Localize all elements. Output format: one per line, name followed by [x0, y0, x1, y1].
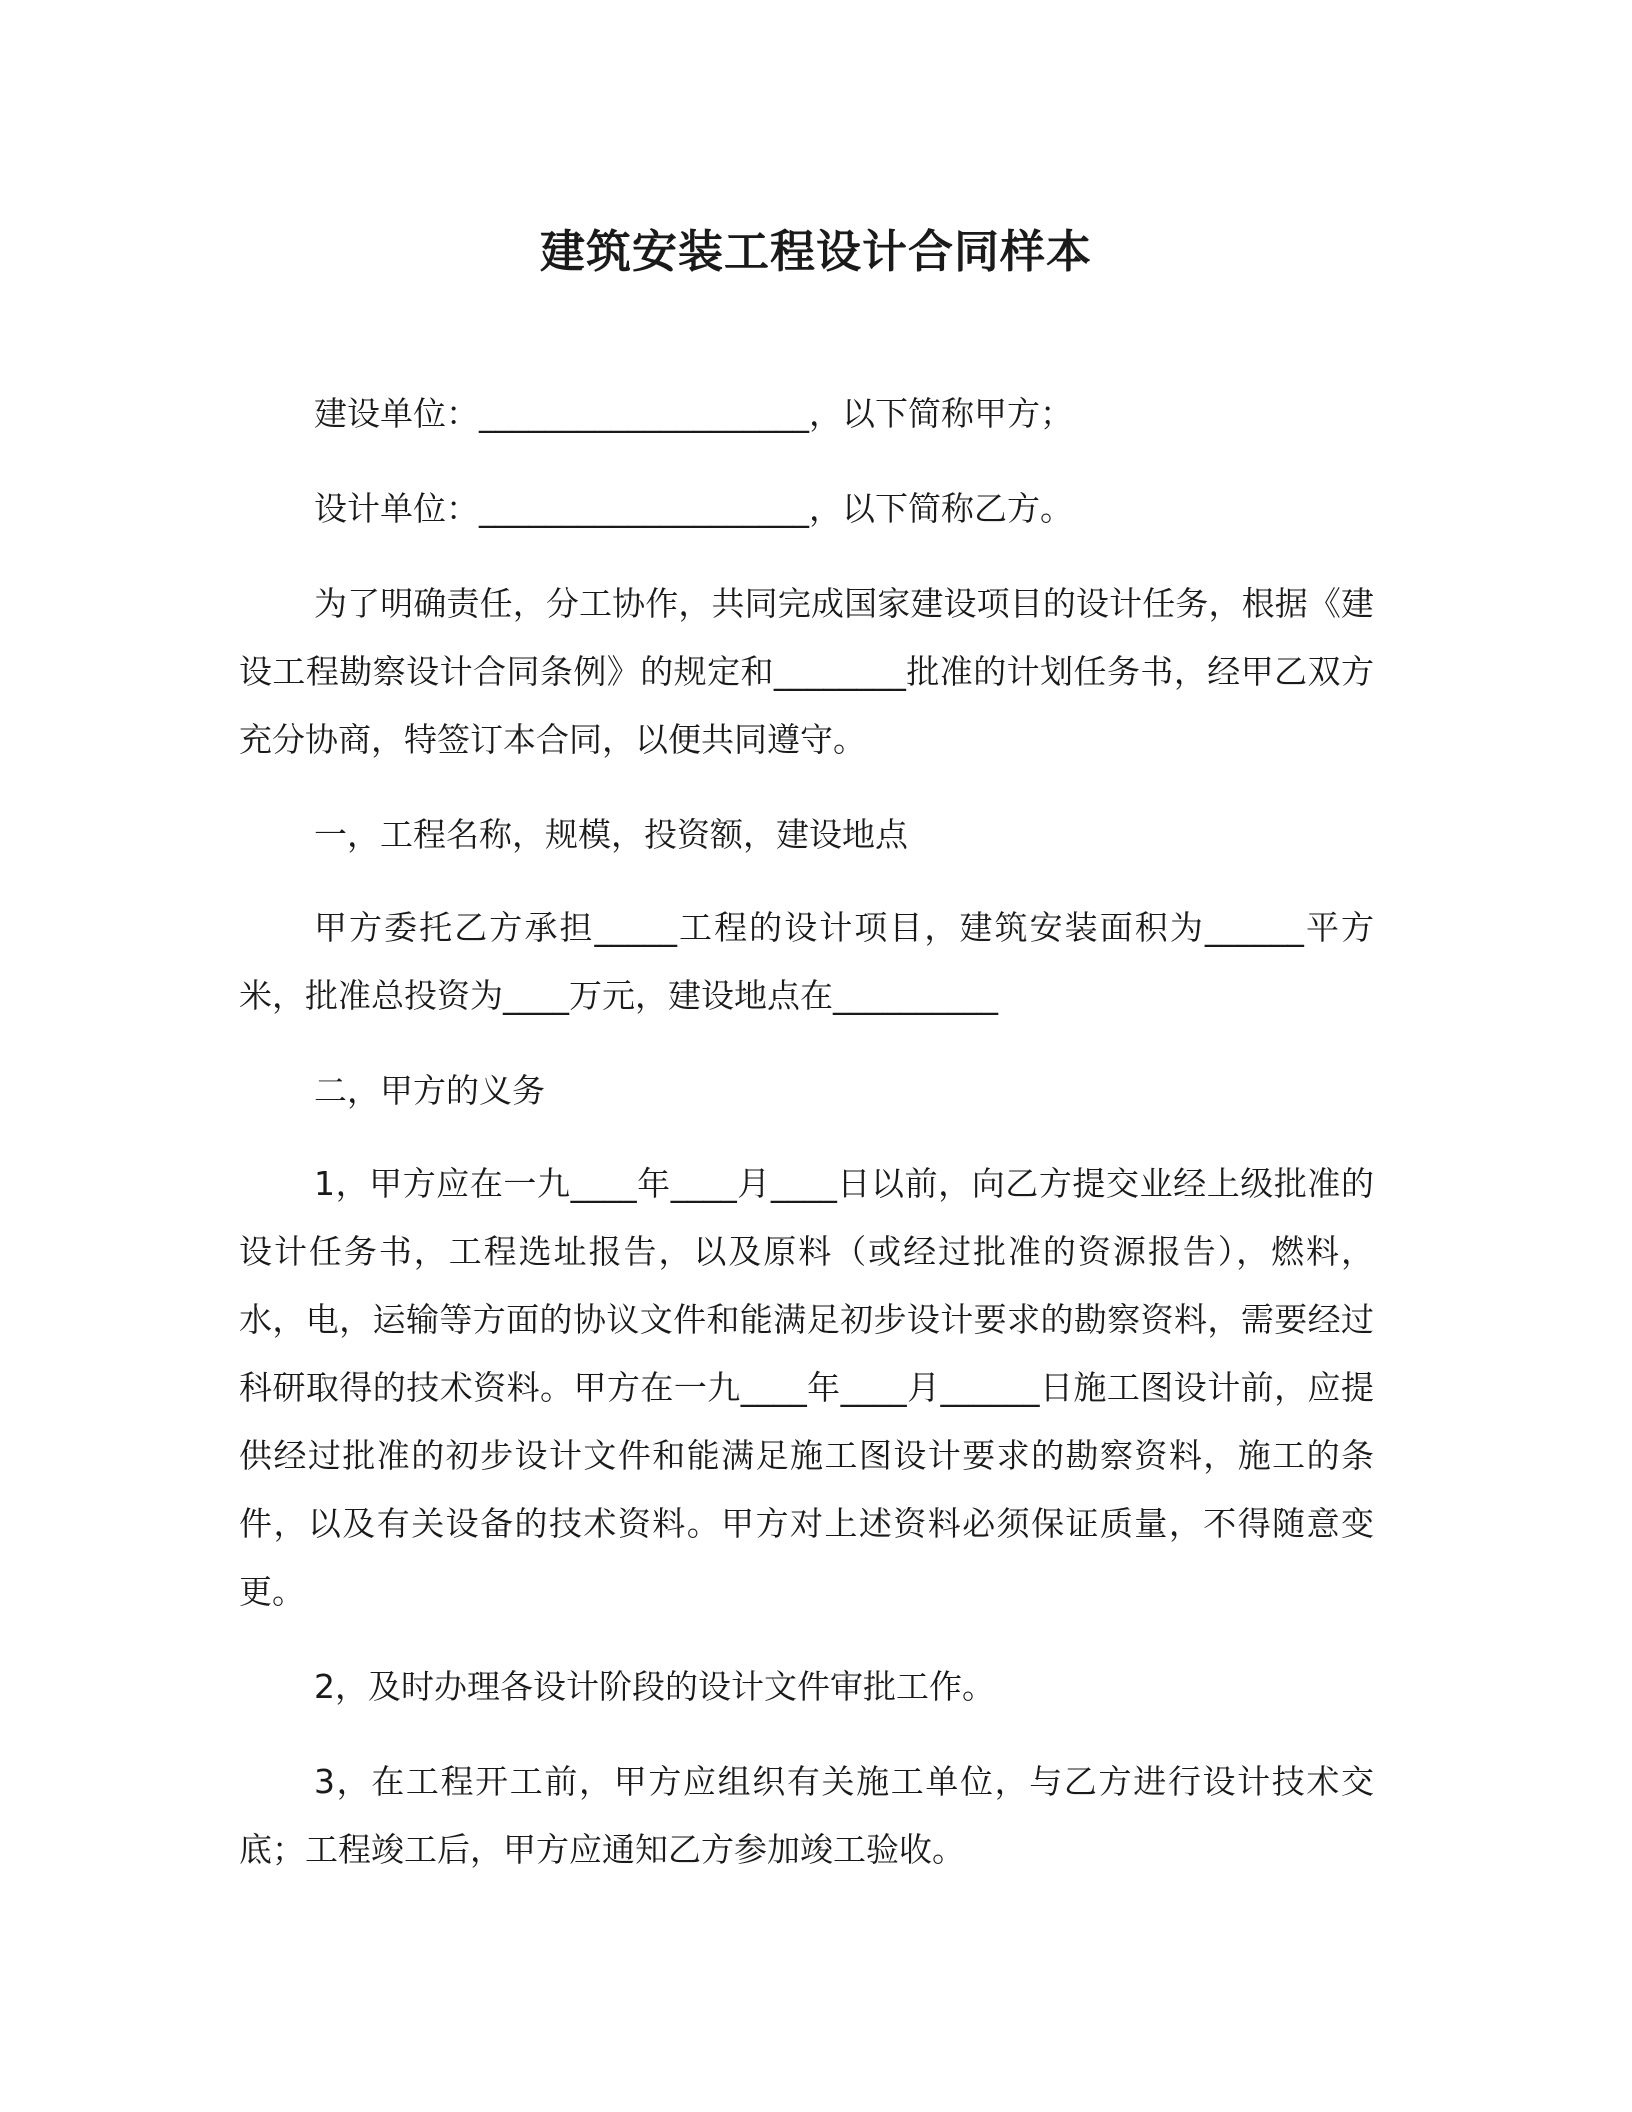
paragraph-project-details: 甲方委托乙方承担_____工程的设计项目，建筑安装面积为______平方米，批准总投资为____万元，建设地点在__________: [239, 908, 1374, 1015]
paragraph-obligation-1: 1，甲方应在一九____年____月____日以前，向乙方提交业经上级批准的设计任务书，工程选址报告，以及原料（或经过批准的资源报告），燃料，水，电，运输等方面的协议文件和能满足初步设计要求的勘察资料，需要经过科研取得的技术资料。甲方在一九____年____月______日施工图设计前，应提供经过批准的初步设计文件和能满足施工图设计要求的勘察资料，施工的条件，以及有关设备的技术资料。甲方对上述资料必须保证质量，不得随意变更。: [239, 1164, 1374, 1611]
paragraph-preamble: 为了明确责任，分工协作，共同完成国家建设项目的设计任务，根据《建设工程勘察设计合同条例》的规定和________批准的计划任务书，经甲乙双方充分协商，特签订本合同，以便共同遵守。: [239, 584, 1374, 759]
paragraph-party-b: 设计单位：____________________，以下简称乙方。: [314, 489, 1073, 528]
paragraph-party-a: 建设单位：____________________，以下简称甲方；: [314, 394, 1073, 433]
paragraph-obligation-2: 2，及时办理各设计阶段的设计文件审批工作。: [314, 1667, 995, 1706]
paragraph-obligation-3: 3，在工程开工前，甲方应组织有关施工单位，与乙方进行设计技术交底；工程竣工后，甲方应通知乙方参加竣工验收。: [239, 1762, 1374, 1869]
section-heading-project: 一，工程名称，规模，投资额，建设地点: [314, 815, 908, 854]
section-heading-party-a-obligations: 二，甲方的义务: [314, 1071, 545, 1110]
document-title: 建筑安装工程设计合同样本: [539, 225, 1092, 278]
document-body: [239, 380, 1374, 1911]
